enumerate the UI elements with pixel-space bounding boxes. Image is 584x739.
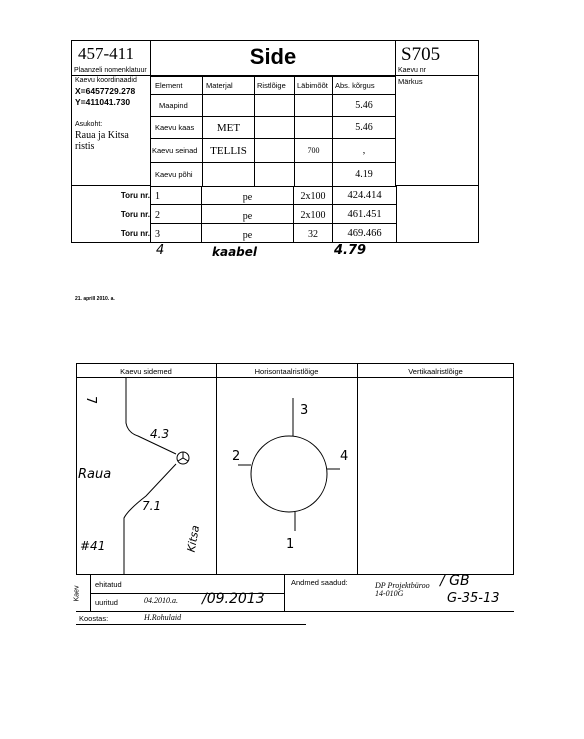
horizontal-section-sketch xyxy=(216,378,357,575)
row-diameter xyxy=(295,117,333,139)
header-title-cell xyxy=(150,40,396,76)
row-diameter xyxy=(295,95,333,117)
location-label: Asukoht: xyxy=(75,121,103,128)
measured-label: uuritud xyxy=(95,598,118,607)
location-line2: ristis xyxy=(75,141,95,152)
row-height: 5.46 xyxy=(333,117,396,139)
built-label: ehitatud xyxy=(95,580,122,589)
section-label-3: 3 xyxy=(300,403,309,418)
col-element: Element xyxy=(151,77,203,95)
pipe-diameter: 2x100 xyxy=(293,186,333,205)
pipe-diameter: 32 xyxy=(293,223,333,243)
hand-note-height: 4.79 xyxy=(334,243,367,258)
pipe-row xyxy=(100,186,479,205)
row-material: TELLIS xyxy=(203,139,255,163)
data-source-label: Andmed saadud: xyxy=(291,578,348,587)
footer-bottom-line xyxy=(76,624,306,625)
sketch-divider-2 xyxy=(357,363,358,575)
location-line1: Raua ja Kitsa xyxy=(75,130,129,141)
author-label: Koostas: xyxy=(79,614,109,623)
notes-label: Märkus xyxy=(398,77,423,86)
header-code-cell xyxy=(71,40,151,76)
well-id: S705 xyxy=(401,44,441,65)
row-section xyxy=(255,163,295,187)
row-material xyxy=(203,95,255,117)
col-vertical-section: Vertikaalristlõige xyxy=(408,367,463,376)
coords-label: Kaevu koordinaadid xyxy=(75,77,137,84)
section-label-4: 4 xyxy=(340,449,349,464)
well-links-sketch xyxy=(76,378,216,575)
col-material: Materjal xyxy=(203,77,255,95)
measured-hand-date: /09.2013 xyxy=(202,591,265,607)
notes-column xyxy=(395,76,479,186)
header-id-cell xyxy=(395,40,479,76)
well-circle xyxy=(251,436,327,512)
measured-date: 04.2010.a. xyxy=(144,596,178,605)
row-material xyxy=(203,163,255,187)
col-abs-height: Abs. kõrgus xyxy=(333,77,396,95)
footer-side-label: Kaev xyxy=(73,585,81,602)
pipe-nr: 2 xyxy=(150,204,202,224)
col-horizontal-section: Horisontaalristlõige xyxy=(254,367,319,376)
footer-mid-line xyxy=(284,575,285,611)
row-element: Kaevu seinad xyxy=(151,139,203,163)
pipe-label: Toru nr. xyxy=(120,210,150,219)
table-row xyxy=(151,117,396,139)
well-id-label: Kaevu nr xyxy=(398,67,427,74)
pipe-label: Toru nr. xyxy=(120,191,150,200)
row-material: MET xyxy=(203,117,255,139)
pipe-material: pe xyxy=(201,186,294,205)
col-well-links: Kaevu sidemed xyxy=(120,367,172,376)
data-source-value1: DP Projektbüroo xyxy=(375,581,430,590)
table-row xyxy=(151,95,396,117)
pipe-material: pe xyxy=(201,204,294,224)
sketch-label-4-3: 4.3 xyxy=(150,427,170,441)
pipe-nr: 3 xyxy=(150,223,202,243)
section-label-1: 1 xyxy=(286,537,295,552)
col-section: Ristlõige xyxy=(255,77,295,95)
pipe-diameter: 2x100 xyxy=(293,204,333,224)
coord-x: X=6457729.278 xyxy=(75,86,136,96)
map-code: 457-411 xyxy=(78,44,135,63)
row-element: Kaevu kaas xyxy=(151,117,203,139)
row-section xyxy=(255,139,295,163)
pipes-block xyxy=(100,186,479,243)
row-section xyxy=(255,117,295,139)
row-height: 5.46 xyxy=(333,95,396,117)
hand-note-g35: G-35-13 xyxy=(447,591,500,606)
row-element: Maapind xyxy=(151,95,203,117)
col-diameter: Läbimõõt xyxy=(295,77,333,95)
row-section xyxy=(255,95,295,117)
page-title: Side xyxy=(249,44,297,69)
street-kitsa: Kitsa xyxy=(184,524,203,554)
row-diameter xyxy=(295,163,333,187)
pipe-nr: 1 xyxy=(150,186,202,205)
hand-note-material: kaabel xyxy=(212,245,258,259)
road-line xyxy=(124,464,176,575)
pipe-row xyxy=(100,224,479,243)
row-diameter: 700 xyxy=(295,139,333,163)
hand-note-nr: 4 xyxy=(156,243,165,258)
pipe-label: Toru nr. xyxy=(120,229,150,238)
street-raua: Raua xyxy=(78,467,112,482)
pipe-height: 461.451 xyxy=(332,204,397,224)
pipe-material: pe xyxy=(201,223,294,243)
pipe-height: 424.414 xyxy=(332,186,397,205)
author-name: H.Rohulaid xyxy=(144,613,182,622)
hand-note-gb: / GB xyxy=(440,573,470,589)
sketch-label-7-1: 7.1 xyxy=(142,499,162,513)
pipe-row xyxy=(100,205,479,224)
data-source-value2: 14-010G xyxy=(375,589,404,598)
sketch-label-41: #41 xyxy=(80,539,106,553)
sketch-label-7: 7 xyxy=(83,396,98,405)
coords-block xyxy=(71,76,151,186)
row-height: 4.19 xyxy=(333,163,396,187)
pipe-height: 469.466 xyxy=(332,223,397,243)
section-label-2: 2 xyxy=(232,449,241,464)
table-row xyxy=(151,139,396,163)
coord-y: Y=411041.730 xyxy=(75,97,131,107)
row-element: Kaevu põhi xyxy=(151,163,203,187)
map-code-label: Plaanzeli nomenklatuur xyxy=(74,67,147,74)
elements-table xyxy=(150,76,396,187)
date-stamp: 21. aprill 2010. a. xyxy=(75,296,115,302)
table-row xyxy=(151,163,396,187)
row-height: , xyxy=(333,139,396,163)
road-line xyxy=(126,378,176,454)
